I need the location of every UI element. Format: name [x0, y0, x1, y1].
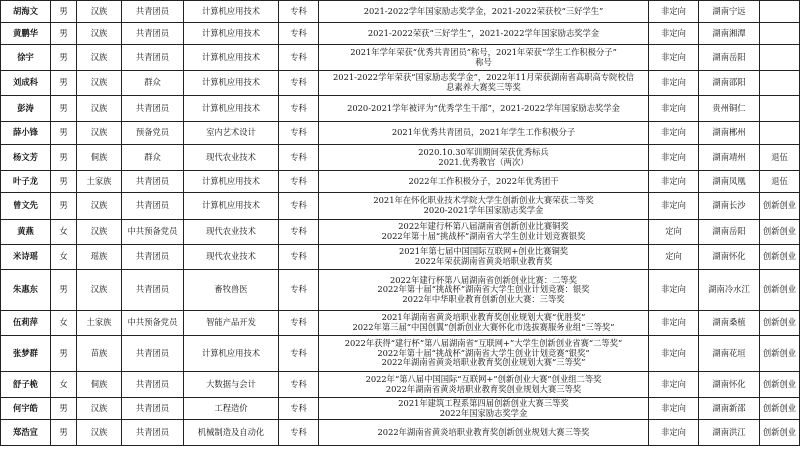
education-level-cell: 专科	[279, 96, 319, 122]
education-level-cell: 专科	[279, 245, 319, 270]
honors-cell	[319, 270, 649, 311]
education-level-cell: 专科	[279, 336, 319, 372]
placement-type-cell: 非定向	[649, 45, 699, 71]
honor-line: 2022年湖南省黄炎培职业教育奖创业规划大赛“三等奖”	[381, 357, 586, 368]
honors-cell	[319, 193, 649, 220]
honor-line: 2021-2022荣获“三好学生”，2021-2022学年国家励志奖学金	[367, 27, 600, 38]
hometown-cell: 湖南新邵	[699, 398, 760, 420]
gender-cell: 男	[51, 398, 77, 420]
placement-type-cell: 非定向	[649, 1, 699, 23]
political-status-cell: 共青团员	[122, 398, 184, 420]
ethnicity-cell: 汉族	[77, 96, 122, 122]
major-cell: 计算机应用技术	[184, 23, 279, 45]
education-level-cell: 专科	[279, 311, 319, 336]
major-cell: 智能产品开发	[184, 311, 279, 336]
placement-type-cell: 非定向	[649, 311, 699, 336]
student-name: 米诗瑶	[1, 245, 51, 270]
honor-line: 2022年国家励志奖学金	[439, 407, 528, 418]
gender-cell: 男	[51, 1, 77, 23]
political-status-cell: 共青团员	[122, 336, 184, 372]
political-status-cell: 预备党员	[122, 122, 184, 145]
remark-cell: 退伍	[760, 145, 800, 171]
hometown-cell: 湖南怀化	[699, 372, 760, 398]
major-cell: 现代农业技术	[184, 220, 279, 245]
political-status-cell: 共青团员	[122, 245, 184, 270]
honor-line: 2021年第七届中国国际互联网+创业比赛铜奖	[398, 246, 569, 257]
ethnicity-cell: 汉族	[77, 398, 122, 420]
ethnicity-cell: 汉族	[77, 220, 122, 245]
hometown-cell: 湖南郴州	[699, 122, 760, 145]
placement-type-cell: 非定向	[649, 145, 699, 171]
hometown-cell: 湖南岳阳	[699, 220, 760, 245]
major-cell: 计算机应用技术	[184, 193, 279, 220]
table-row	[1, 96, 800, 122]
student-name: 徐宇	[1, 45, 51, 71]
political-status-cell: 共青团员	[122, 23, 184, 45]
honors-cell	[319, 1, 649, 23]
ethnicity-cell: 汉族	[77, 1, 122, 23]
honor-line: 2021.优秀教官（两次）	[438, 156, 529, 167]
hometown-cell: 湖南岳阳	[699, 45, 760, 71]
honor-line: 2021年建筑工程系第四届创新创业大赛三等奖	[398, 397, 569, 408]
ethnicity-cell: 汉族	[77, 45, 122, 71]
ethnicity-cell: 汉族	[77, 23, 122, 45]
honor-line: 2021-2022学年国家励志奖学金，2021-2022荣获校“三好学生”	[363, 5, 604, 16]
ethnicity-cell: 土家族	[77, 171, 122, 193]
hometown-cell: 湖南冷水江	[699, 270, 760, 311]
remark-cell	[760, 122, 800, 145]
honors-cell	[319, 311, 649, 336]
honors-cell	[319, 96, 649, 122]
ethnicity-cell: 苗族	[77, 336, 122, 372]
honor-line: 2022年“第八届中国国际“互联网+”创新创业大赛”创业组二等奖	[365, 373, 602, 384]
gender-cell: 男	[51, 193, 77, 220]
gender-cell: 男	[51, 45, 77, 71]
gender-cell: 男	[51, 145, 77, 171]
placement-type-cell: 非定向	[649, 420, 699, 446]
student-name: 刘成科	[1, 71, 51, 96]
honors-cell	[319, 420, 649, 446]
student-name: 彭涛	[1, 96, 51, 122]
remark-cell: 创新创业	[760, 311, 800, 336]
student-name: 曾文先	[1, 193, 51, 220]
hometown-cell: 湖南桑植	[699, 311, 760, 336]
honor-line: 2020.10.30军训期间荣获优秀标兵	[418, 146, 549, 157]
remark-cell	[760, 71, 800, 96]
honor-line: 2022年湖南省黄炎培职业教育奖创新创业规划大赛三等奖	[377, 426, 590, 437]
remark-cell: 创新创业	[760, 220, 800, 245]
gender-cell: 男	[51, 23, 77, 45]
student-name: 朱惠东	[1, 270, 51, 311]
remark-cell	[760, 45, 800, 71]
ethnicity-cell: 汉族	[77, 420, 122, 446]
honors-cell	[319, 171, 649, 193]
hometown-cell: 贵州铜仁	[699, 96, 760, 122]
honors-cell	[319, 245, 649, 270]
honors-cell	[319, 122, 649, 145]
education-level-cell: 专科	[279, 270, 319, 311]
major-cell: 计算机应用技术	[184, 336, 279, 372]
major-cell: 计算机应用技术	[184, 1, 279, 23]
major-cell: 室内艺术设计	[184, 122, 279, 145]
honor-line: 2022年第十届“挑战杯”湖南省大学生创业计划竞赛“银奖”	[377, 347, 590, 358]
honor-line: 2020-2021学年被评为“优秀学生干部”，2021-2022学年国家励志奖学金	[347, 102, 620, 113]
remark-cell: 创新创业	[760, 398, 800, 420]
education-level-cell: 专科	[279, 193, 319, 220]
honor-line: 2021年优秀共青团员，2021年学生工作积极分子	[391, 127, 576, 138]
table-row	[1, 336, 800, 372]
political-status-cell: 中共预备党员	[122, 311, 184, 336]
honors-cell	[319, 23, 649, 45]
gender-cell: 男	[51, 122, 77, 145]
table-row	[1, 171, 800, 193]
gender-cell: 女	[51, 245, 77, 270]
placement-type-cell: 非定向	[649, 193, 699, 220]
hometown-cell: 湖南凤凰	[699, 171, 760, 193]
political-status-cell: 群众	[122, 71, 184, 96]
gender-cell: 男	[51, 171, 77, 193]
hometown-cell: 湖南邵阳	[699, 71, 760, 96]
education-level-cell: 专科	[279, 71, 319, 96]
remark-cell: 创新创业	[760, 193, 800, 220]
major-cell: 现代农业技术	[184, 145, 279, 171]
education-level-cell: 专科	[279, 23, 319, 45]
honors-cell	[319, 336, 649, 372]
honor-line: 2022年荣获湖南省黄炎培职业教育奖	[414, 256, 553, 266]
hometown-cell: 湖南长沙	[699, 193, 760, 220]
honor-line: 2022年建行杯第八届湖南省创新创业比赛铜奖	[398, 221, 569, 232]
education-level-cell: 专科	[279, 171, 319, 193]
remark-cell: 创新创业	[760, 372, 800, 398]
student-name: 伍莉萍	[1, 311, 51, 336]
education-level-cell: 专科	[279, 1, 319, 23]
table-row	[1, 245, 800, 270]
major-cell: 畜牧兽医	[184, 270, 279, 311]
placement-type-cell: 非定向	[649, 96, 699, 122]
honor-line: 2022年第十届“挑战杯”湖南省大学生创业计划竞赛银奖	[381, 231, 586, 241]
political-status-cell: 共青团员	[122, 1, 184, 23]
honor-line: 2021年学年荣获“优秀共青团员”称号，2021年荣获“学生工作积极分子”	[350, 46, 617, 57]
remark-cell	[760, 96, 800, 122]
placement-type-cell: 非定向	[649, 122, 699, 145]
political-status-cell: 群众	[122, 145, 184, 171]
table-row	[1, 122, 800, 145]
placement-type-cell: 非定向	[649, 336, 699, 372]
placement-type-cell: 非定向	[649, 372, 699, 398]
ethnicity-cell: 侗族	[77, 145, 122, 171]
student-name: 杨文芳	[1, 145, 51, 171]
placement-type-cell: 定向	[649, 245, 699, 270]
honor-line: 2021年在怀化职业技术学院大学生创新创业大赛荣获二等奖	[373, 195, 594, 206]
education-level-cell: 专科	[279, 398, 319, 420]
honors-cell	[319, 372, 649, 398]
education-level-cell: 专科	[279, 45, 319, 71]
table-row	[1, 372, 800, 398]
major-cell: 计算机应用技术	[184, 71, 279, 96]
hometown-cell: 湖南宁远	[699, 1, 760, 23]
honors-cell	[319, 71, 649, 96]
student-name: 舒子桅	[1, 372, 51, 398]
table-row	[1, 193, 800, 220]
remark-cell: 创新创业	[760, 336, 800, 372]
honor-line: 2022年建行杯第八届湖南省创新创业比赛：二等奖	[389, 274, 578, 285]
education-level-cell: 专科	[279, 420, 319, 446]
major-cell: 现代农业技术	[184, 245, 279, 270]
ethnicity-cell: 汉族	[77, 71, 122, 96]
honor-line: 2022年第三届“中国创翼”创新创业大赛怀化市选拔赛服务业组“三等奖”	[352, 322, 615, 332]
honor-line: 称号	[475, 56, 492, 67]
remark-cell	[760, 1, 800, 23]
education-level-cell: 专科	[279, 122, 319, 145]
major-cell: 工程造价	[184, 398, 279, 420]
honor-line: 息素养大赛奖三等奖	[446, 82, 521, 92]
education-level-cell: 专科	[279, 145, 319, 171]
political-status-cell: 共青团员	[122, 45, 184, 71]
major-cell: 机械制造及自动化	[184, 420, 279, 446]
remark-cell: 创新创业	[760, 420, 800, 446]
ethnicity-cell: 侗族	[77, 372, 122, 398]
honor-line: 2021年湖南省黄炎培职业教育奖创业规划大赛“优胜奖”	[381, 312, 586, 323]
student-name: 叶子龙	[1, 171, 51, 193]
table-row	[1, 311, 800, 336]
political-status-cell: 共青团员	[122, 96, 184, 122]
table-row	[1, 220, 800, 245]
major-cell: 计算机应用技术	[184, 45, 279, 71]
gender-cell: 男	[51, 71, 77, 96]
student-name: 张梦群	[1, 336, 51, 372]
honor-line: 2022年第十届“挑战杯”湖南省大学生创业计划竞赛：银奖	[377, 284, 590, 295]
honors-cell	[319, 220, 649, 245]
placement-type-cell: 非定向	[649, 71, 699, 96]
honors-cell	[319, 398, 649, 420]
gender-cell: 男	[51, 96, 77, 122]
table-row	[1, 71, 800, 96]
political-status-cell: 共青团员	[122, 270, 184, 311]
placement-type-cell: 非定向	[649, 171, 699, 193]
placement-type-cell: 定向	[649, 220, 699, 245]
remark-cell: 创新创业	[760, 245, 800, 270]
hometown-cell: 湖南湘潭	[699, 23, 760, 45]
major-cell: 大数据与会计	[184, 372, 279, 398]
gender-cell: 女	[51, 311, 77, 336]
ethnicity-cell: 汉族	[77, 270, 122, 311]
political-status-cell: 共青团员	[122, 171, 184, 193]
remark-cell	[760, 23, 800, 45]
political-status-cell: 中共预备党员	[122, 220, 184, 245]
table-body	[1, 1, 800, 446]
table-row	[1, 398, 800, 420]
honor-line: 2022年工作积极分子，2022年优秀团干	[408, 175, 559, 186]
student-name: 胡海文	[1, 1, 51, 23]
honor-line: 2021-2022学年荣获“国家励志奖学金”，2022年11月荣获湖南省高职高专院校信	[333, 72, 634, 83]
major-cell: 计算机应用技术	[184, 171, 279, 193]
hometown-cell: 湖南花垣	[699, 336, 760, 372]
political-status-cell: 共青团员	[122, 372, 184, 398]
table-row	[1, 270, 800, 311]
placement-type-cell: 非定向	[649, 23, 699, 45]
ethnicity-cell: 汉族	[77, 193, 122, 220]
student-name: 郑浩宣	[1, 420, 51, 446]
hometown-cell: 湖南怀化	[699, 245, 760, 270]
table-row	[1, 1, 800, 23]
honor-line: 2022年湖南省黄炎培职业教育奖创业规划大赛三等奖	[385, 383, 582, 394]
placement-type-cell: 非定向	[649, 270, 699, 311]
table-row	[1, 420, 800, 446]
student-name: 薛小锋	[1, 122, 51, 145]
ethnicity-cell: 汉族	[77, 122, 122, 145]
student-name: 黄鹏华	[1, 23, 51, 45]
gender-cell: 女	[51, 220, 77, 245]
honors-cell	[319, 145, 649, 171]
remark-cell: 创新创业	[760, 270, 800, 311]
honor-line: 2022年中华职业教育创新创业大赛：三等奖	[402, 293, 565, 304]
table-row	[1, 23, 800, 45]
political-status-cell: 共青团员	[122, 420, 184, 446]
table-row	[1, 145, 800, 171]
hometown-cell: 湖南靖州	[699, 145, 760, 171]
placement-type-cell: 非定向	[649, 398, 699, 420]
education-level-cell: 专科	[279, 372, 319, 398]
student-name: 何宇皓	[1, 398, 51, 420]
table-row	[1, 45, 800, 71]
gender-cell: 男	[51, 336, 77, 372]
remark-cell: 退伍	[760, 171, 800, 193]
political-status-cell: 共青团员	[122, 193, 184, 220]
gender-cell: 女	[51, 372, 77, 398]
honors-cell	[319, 45, 649, 71]
education-level-cell: 专科	[279, 220, 319, 245]
gender-cell: 男	[51, 420, 77, 446]
hometown-cell: 湖南洪江	[699, 420, 760, 446]
student-name: 黄燕	[1, 220, 51, 245]
gender-cell: 男	[51, 270, 77, 311]
ethnicity-cell: 瑶族	[77, 245, 122, 270]
ethnicity-cell: 土家族	[77, 311, 122, 336]
honor-line: 2022年获得“建行杯”第八届湖南省“互联网+”大学生创新创业省赛“二等奖”	[344, 338, 623, 349]
major-cell: 计算机应用技术	[184, 96, 279, 122]
honor-line: 2020-2021学年国家励志奖学金	[423, 205, 544, 215]
